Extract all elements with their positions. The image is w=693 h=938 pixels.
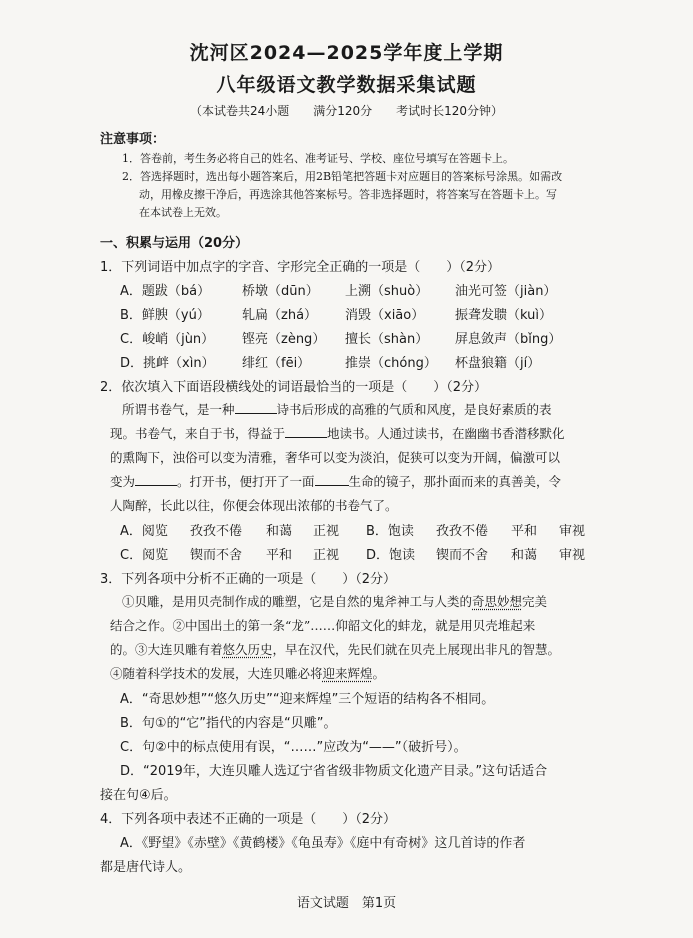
q3-passage-line1 bbox=[122, 592, 547, 610]
q3-passage-line3 bbox=[110, 640, 560, 658]
notice-item-2-cont: 动，用橡皮擦干净后，再选涂其他答案标号。答非选择题时，将答案写在答题卡上。写 bbox=[139, 188, 557, 201]
q3-dotted-phrase: 奇思妙想 bbox=[472, 594, 523, 609]
q2-blank-2 bbox=[285, 425, 327, 438]
q1-c-4: 屏息敛声（bǐng） bbox=[455, 332, 562, 347]
q1-d-3: 推崇（chóng） bbox=[345, 356, 437, 371]
q3-text: ①贝雕，是用贝壳制作成的雕塑，它是自然的鬼斧神工与人类的 bbox=[122, 594, 473, 609]
q2-text: 所谓书卷气，是一种 bbox=[122, 402, 235, 417]
section-heading: 一、积累与运用（20分） bbox=[100, 236, 249, 251]
q2-opt-a-1: A．阅览 bbox=[120, 524, 168, 539]
q3-option-a: A．“奇思妙想”“悠久历史”“迎来辉煌”三个短语的结构各不相同。 bbox=[120, 692, 495, 707]
q3-option-b: B．句①的“它”指代的内容是“贝雕”。 bbox=[120, 716, 337, 731]
q1-b-1: B．鲜腴（yú） bbox=[120, 308, 210, 323]
q1-a-2: 桥墩（dūn） bbox=[242, 284, 319, 299]
q2-opt-c-4: 正视 bbox=[313, 548, 340, 563]
q2-text: 。打开书，便打开了一面 bbox=[177, 474, 315, 489]
q1-b-4: 振聋发聩（kuì） bbox=[455, 308, 552, 323]
q2-opt-b-1: B．饱读 bbox=[366, 524, 414, 539]
notice-item-2-end: 在本试卷上无效。 bbox=[139, 206, 227, 219]
q2-opt-c-3: 平和 bbox=[266, 548, 293, 563]
exam-title-line1: 沈河区2024—2025学年度上学期 bbox=[189, 42, 504, 64]
q2-blank-1 bbox=[235, 401, 277, 414]
q1-c-2: 铿亮（zèng） bbox=[242, 332, 326, 347]
q2-opt-b-4: 审视 bbox=[559, 524, 586, 539]
q1-b-2: 轧扁（zhá） bbox=[242, 308, 318, 323]
q3-text: 。 bbox=[372, 666, 386, 681]
q2-opt-a-4: 正视 bbox=[313, 524, 340, 539]
q3-option-c: C．句②中的标点使用有误，“……”应改为“——”（破折号）。 bbox=[120, 740, 467, 755]
q2-opt-d-2: 锲而不舍 bbox=[436, 548, 489, 563]
q2-paragraph-line2 bbox=[110, 424, 565, 442]
exam-info: （本试卷共24小题 满分120分 考试时长120分钟） bbox=[189, 104, 504, 118]
q1-a-3: 上溯（shuò） bbox=[345, 284, 429, 299]
q2-text: 生命的镜子，那扑面而来的真善美，令 bbox=[348, 474, 562, 489]
q3-dotted-phrase: 悠久历史 bbox=[222, 642, 273, 657]
q2-opt-a-2: 孜孜不倦 bbox=[190, 524, 243, 539]
q2-paragraph-line5: 人陶醉，长此以往，你便会体现出浓郁的书卷气了。 bbox=[110, 498, 398, 513]
q2-paragraph-line1 bbox=[122, 400, 552, 418]
notice-item-1: 1．答卷前，考生务必将自己的姓名、准考证号、学校、座位号填写在答题卡上。 bbox=[122, 152, 514, 165]
q2-blank-4 bbox=[315, 473, 349, 486]
q2-opt-a-3: 和蔼 bbox=[266, 524, 293, 539]
q1-a-4: 油光可签（jiàn） bbox=[455, 284, 557, 299]
q3-text: ，早在汉代，先民们就在贝壳上展现出非凡的智慧。 bbox=[272, 642, 561, 657]
q1-c-3: 擅长（shàn） bbox=[345, 332, 429, 347]
q1-d-2: 绯红（fēi） bbox=[242, 356, 311, 371]
page-footer: 语文试题 第1页 bbox=[296, 896, 397, 911]
q2-opt-d-4: 审视 bbox=[559, 548, 586, 563]
q2-opt-c-1: C．阅览 bbox=[120, 548, 169, 563]
q3-text: 的。③大连贝雕有着 bbox=[110, 642, 223, 657]
q3-passage-line2: 结合之作。②中国出土的第一条“龙”……仰韶文化的蚌龙，就是用贝壳堆起来 bbox=[110, 618, 536, 633]
q2-paragraph-line4 bbox=[110, 472, 561, 490]
q1-c-1: C．峻峭（jùn） bbox=[120, 332, 215, 347]
question-4-stem: 4．下列各项中表述不正确的一项是（ ）（2分） bbox=[100, 812, 397, 827]
q3-text: 完美 bbox=[522, 594, 548, 609]
q3-option-d-cont: 接在句④后。 bbox=[100, 788, 177, 803]
notice-item-2: 2．答选择题时，选出每小题答案后，用2B铅笔把答题卡对应题目的答案标号涂黑。如需改 bbox=[122, 170, 563, 183]
q3-dotted-phrase: 迎来辉煌 bbox=[322, 666, 373, 681]
q1-a-1: A．题跋（bá） bbox=[120, 284, 211, 299]
q4-option-a: A．《野望》《赤壁》《黄鹤楼》《龟虽寿》《庭中有奇树》这几首诗的作者 bbox=[120, 836, 526, 851]
q1-b-3: 消毁（xiāo） bbox=[345, 308, 425, 323]
q2-opt-d-1: D．饱读 bbox=[366, 548, 416, 563]
q1-d-1: D．挑衅（xìn） bbox=[120, 356, 215, 371]
q2-opt-d-3: 和蔼 bbox=[511, 548, 538, 563]
q2-paragraph-line3: 的熏陶下，浊俗可以变为清雅，奢华可以变为淡泊，促狭可以变为开阔，偏激可以 bbox=[110, 450, 561, 465]
q3-text: ④随着科学技术的发展，大连贝雕必将 bbox=[110, 666, 323, 681]
q2-text: 地读书。人通过读书，在幽幽书香潜移默化 bbox=[327, 426, 565, 441]
question-1-stem: 1．下列词语中加点字的字音、字形完全正确的一项是（ ）（2分） bbox=[100, 260, 501, 275]
q2-text: 现。书卷气，来自于书，得益于 bbox=[110, 426, 286, 441]
q1-d-4: 杯盘狼籍（jí） bbox=[455, 356, 541, 371]
question-3-stem: 3．下列各项中分析不正确的一项是（ ）（2分） bbox=[100, 572, 397, 587]
q2-opt-c-2: 锲而不舍 bbox=[190, 548, 243, 563]
q2-text: 变为 bbox=[110, 474, 136, 489]
q2-blank-3 bbox=[135, 473, 177, 486]
exam-title-line2: 八年级语文教学数据采集试题 bbox=[216, 74, 477, 96]
notice-heading: 注意事项： bbox=[100, 132, 166, 147]
q2-text: 诗书后形成的高雅的气质和风度，是良好素质的表 bbox=[276, 402, 552, 417]
q3-option-d: D．“2019年，大连贝雕人选辽宁省省级非物质文化遗产目录。”这句话适合 bbox=[120, 764, 548, 779]
q3-passage-line4 bbox=[110, 664, 385, 682]
q2-opt-b-3: 平和 bbox=[511, 524, 538, 539]
q4-option-a-cont: 都是唐代诗人。 bbox=[100, 860, 192, 875]
question-2-stem: 2．依次填入下面语段横线处的词语最恰当的一项是（ ）（2分） bbox=[100, 380, 488, 395]
q2-opt-b-2: 孜孜不倦 bbox=[436, 524, 489, 539]
